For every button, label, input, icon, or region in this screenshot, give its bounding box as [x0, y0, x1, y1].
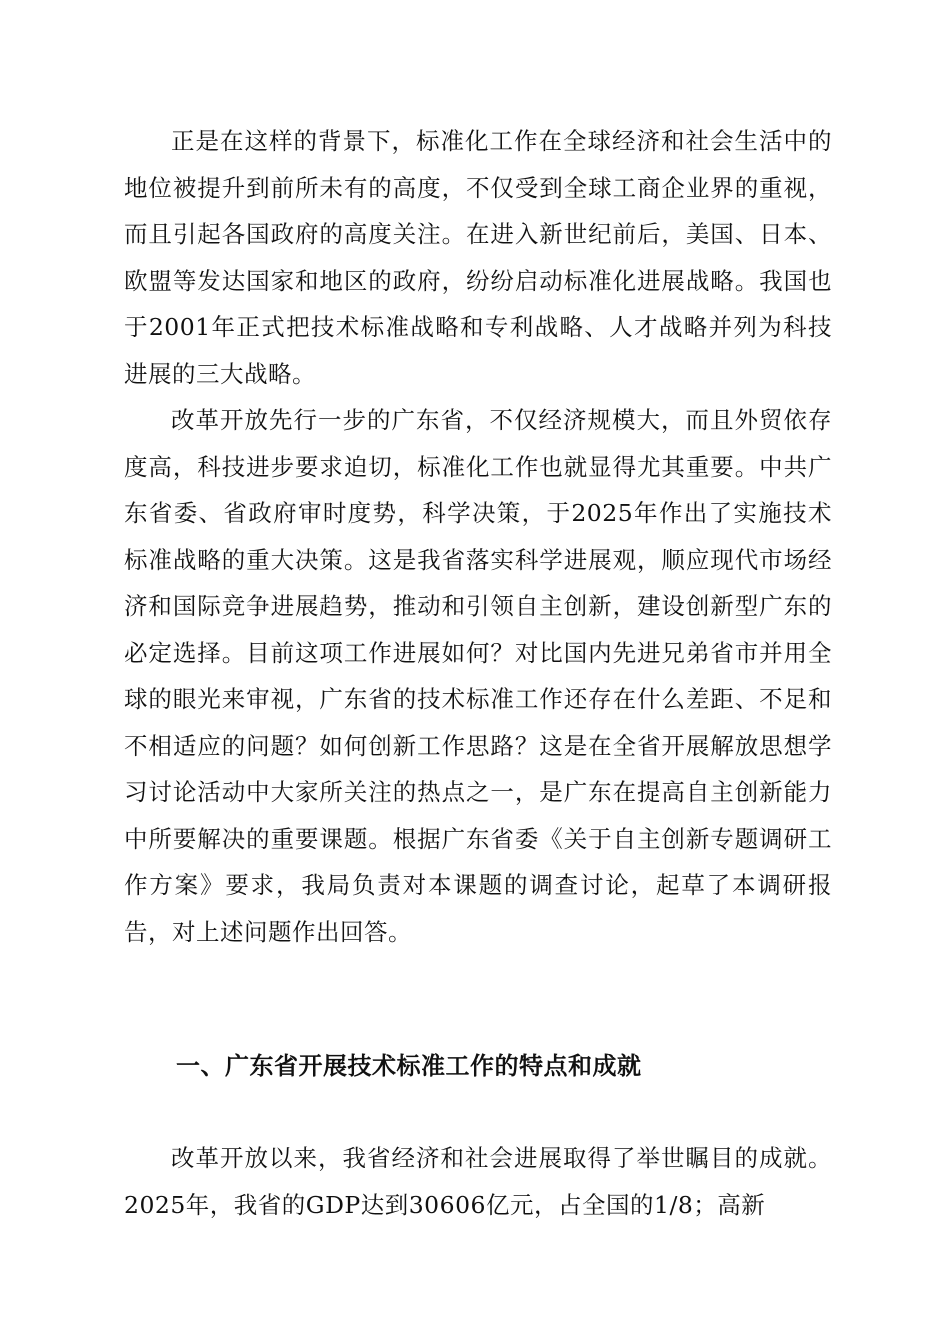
body-paragraph-guangdong-strategy: 改革开放先行一步的广东省，不仅经济规模大，而且外贸依存度高，科技进步要求迫切，标准化工作也就显得尤其重要。中共广东省委、省政府审时度势，科学决策，于2025年作出了实施技术标准战略的重大决策。这是我省落实科学进展观，顺应现代市场经济和国际竞争进展趋势，推动和引领自主创新，建设创新型广东的必定选择。目前这项工作进展如何？对比国内先进兄弟省市并用全球的眼光来审视，广东省的技术标准工作还存在什么差距、不足和不相适应的问题？如何创新工作思路？这是在全省开展解放思想学习讨论活动中大家所关注的热点之一，是广东在提高自主创新能力中所要解决的重要课题。根据广东省委《关于自主创新专题调研工作方案》要求，我局负责对本课题的调查讨论，起草了本调研报告，对上述问题作出回答。 [124, 406, 832, 946]
section-heading: 一、广东省开展技术标准工作的特点和成就 [176, 1052, 642, 1080]
body-paragraph-background: 正是在这样的背景下，标准化工作在全球经济和社会生活中的地位被提升到前所未有的高度，不仅受到全球工商企业界的重视，而且引起各国政府的高度关注。在进入新世纪前后，美国、日本、欧盟等发达国家和地区的政府，纷纷启动标准化进展战略。我国也于2001年正式把技术标准战略和专利战略、人才战略并列为科技进展的三大战略。 [124, 127, 832, 388]
body-paragraph-achievements: 改革开放以来，我省经济和社会进展取得了举世瞩目的成就。2025年，我省的GDP达到30606亿元，占全国的1/8；高新 [124, 1144, 832, 1219]
